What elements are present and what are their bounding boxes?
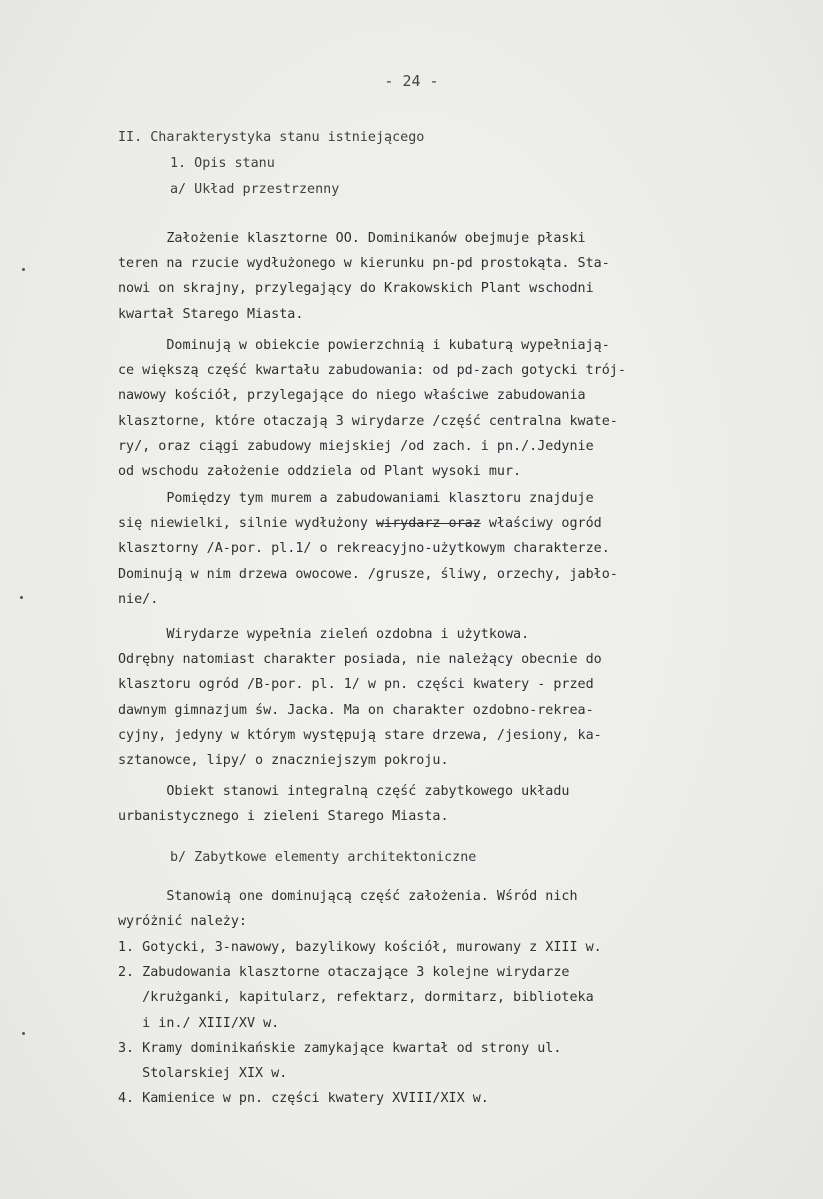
text-line: od wschodu założenie oddziela od Plant wysoki mur.: [118, 464, 522, 480]
list-item: 2. Zabudowania klasztorne otaczające 3 kolejne wirydarze: [118, 965, 570, 981]
text-line: kwartał Starego Miasta.: [118, 306, 304, 322]
section-heading: II. Charakterystyka stanu istniejącego: [118, 130, 425, 145]
elements-list: [118, 935, 768, 1111]
paragraph-courtyards: [118, 622, 768, 773]
list-item-continuation: Stolarskiej XIX w.: [118, 1066, 288, 1082]
text-line: klasztoru ogród /B-por. pl. 1/ w pn. części kwatery - przed: [118, 677, 594, 693]
subsection-heading-b: b/ Zabytkowe elementy architektoniczne: [170, 850, 477, 865]
text-line: Odrębny natomiast charakter posiada, nie należący obecnie do: [118, 652, 602, 668]
text-line: nawowy kościół, przylegające do niego właściwe zabudowania: [118, 388, 586, 404]
text-line: klasztorny /A-por. pl.1/ o rekreacyjno-użytkowym charakterze.: [118, 541, 610, 557]
list-item-continuation: i in./ XIII/XV w.: [118, 1015, 280, 1031]
list-item: 3. Kramy dominikańskie zamykające kwartał od strony ul.: [118, 1040, 562, 1056]
text-line: ry/, oraz ciągi zabudowy miejskiej /od zach. i pn./.Jedynie: [118, 438, 594, 454]
text-line: klasztorne, które otaczają 3 wirydarze /część centralna kwate-: [118, 413, 618, 429]
text-fragment: właściwy ogród: [480, 516, 602, 532]
paragraph-elements: [118, 884, 768, 934]
list-item-continuation: /krużganki, kapitularz, refektarz, dormitarz, biblioteka: [118, 990, 594, 1006]
paragraph-integral: [118, 779, 768, 829]
paragraph-garden: [118, 486, 768, 612]
subsection-heading: 1. Opis stanu: [170, 156, 275, 171]
list-item: 4. Kamienice w pn. części kwatery XVIII/XIX w.: [118, 1091, 489, 1107]
text-line: Dominują w obiekcie powierzchnią i kubaturą wypełniają-: [118, 338, 610, 353]
struck-text: wirydarz oraz: [375, 516, 481, 532]
text-line: wyróżnić należy:: [118, 914, 247, 930]
text-line: urbanistycznego i zieleni Starego Miasta.: [118, 809, 449, 825]
text-line: Stanowią one dominującą część założenia. Wśród nich: [118, 889, 578, 904]
scan-speck: [22, 1032, 25, 1035]
subsection-heading-a: a/ Układ przestrzenny: [170, 182, 340, 197]
text-line: Obiekt stanowi integralną część zabytkowego układu: [118, 784, 570, 799]
paragraph-layout: [118, 226, 768, 327]
text-line: Założenie klasztorne OO. Dominikanów obejmuje płaski: [118, 231, 586, 246]
text-fragment: się niewielki, silnie wydłużony: [118, 516, 376, 532]
text-line: teren na rzucie wydłużonego w kierunku pn-pd prostokąta. Sta-: [118, 256, 610, 272]
text-line: sztanowce, lipy/ o znaczniejszym pokroju.: [118, 753, 449, 769]
scan-speck: [22, 268, 25, 271]
text-line: ce większą część kwartału zabudowania: od pd-zach gotycki trój-: [118, 363, 626, 379]
list-item: 1. Gotycki, 3-nawowy, bazylikowy kościół, murowany z XIII w.: [118, 940, 602, 955]
text-line: Pomiędzy tym murem a zabudowaniami klasztoru znajduje: [118, 491, 594, 506]
page-number: - 24 -: [384, 72, 439, 90]
text-line-with-strike: [118, 511, 768, 536]
text-line: cyjny, jedyny w którym występują stare drzewa, /jesiony, ka-: [118, 727, 602, 743]
text-line: nie/.: [118, 591, 159, 607]
paragraph-dominance: [118, 333, 768, 484]
text-line: Wirydarze wypełnia zieleń ozdobna i użytkowa.: [118, 627, 530, 642]
text-line: nowi on skrajny, przylegający do Krakowskich Plant wschodni: [118, 281, 594, 297]
text-line: dawnym gimnazjum św. Jacka. Ma on charakter ozdobno-rekrea-: [118, 702, 594, 718]
scan-speck: [20, 596, 23, 599]
text-line: Dominują w nim drzewa owocowe. /grusze, śliwy, orzechy, jabło-: [118, 566, 618, 582]
